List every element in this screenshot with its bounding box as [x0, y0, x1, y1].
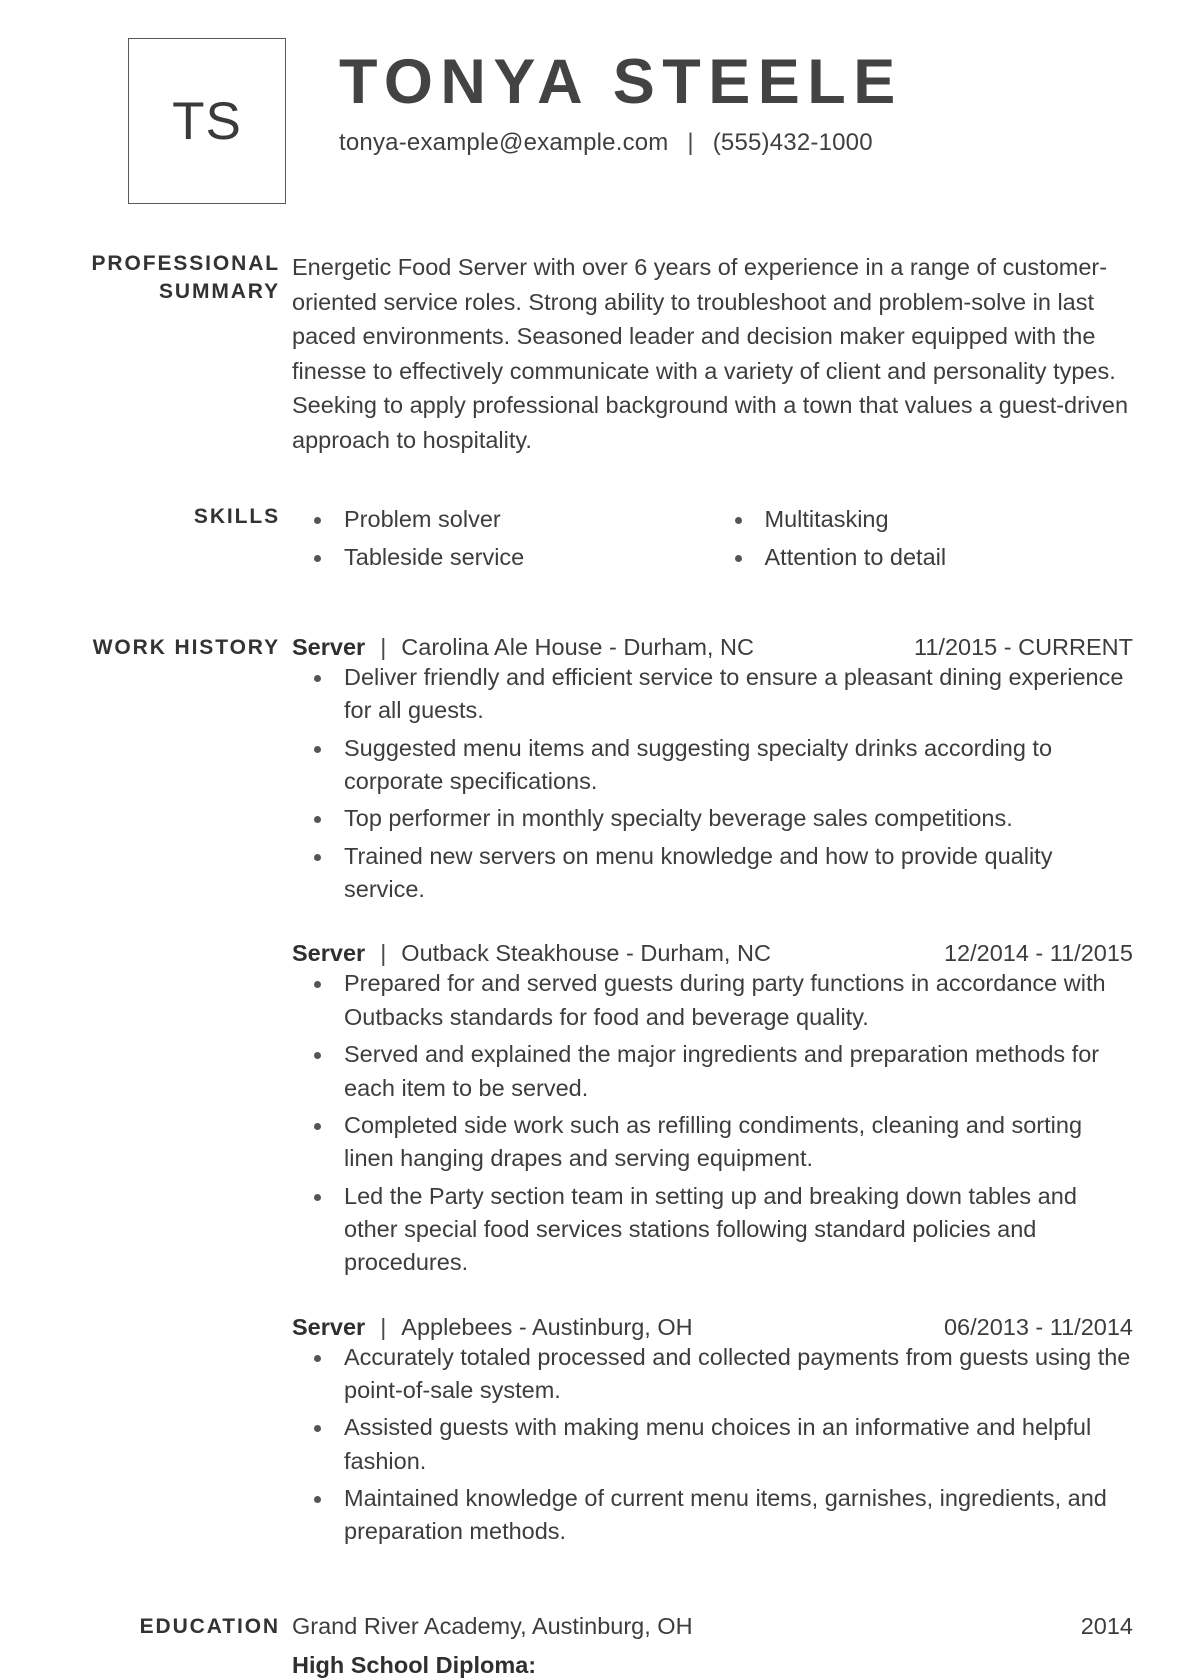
- skills-list-right: [713, 503, 1134, 574]
- skills-grid: [292, 503, 1133, 578]
- job-bullet-list: [292, 967, 1133, 1279]
- job-separator: |: [380, 1313, 387, 1340]
- education-row: [292, 1613, 1133, 1640]
- job-dates: 12/2014 - 11/2015: [943, 940, 1133, 967]
- contact-line: [339, 129, 903, 157]
- job-bullet-item: Top performer in monthly specialty beverage sales competitions.: [292, 802, 1133, 835]
- skills-column-right: [713, 503, 1134, 578]
- job-bullet-item: Maintained knowledge of current menu items, garnishes, ingredients, and preparation methods.: [292, 1482, 1133, 1549]
- work-entry-header: [292, 940, 1133, 967]
- job-dates: 11/2015 - CURRENT: [914, 633, 1133, 660]
- job-separator: |: [380, 940, 387, 967]
- section-label-skills: SKILLS: [193, 505, 280, 529]
- job-company-location: Carolina Ale House - Durham, NC: [401, 633, 754, 660]
- section-label-work-history: WORK HISTORY: [92, 635, 280, 659]
- skill-item: Attention to detail: [713, 541, 1134, 574]
- skills-list-left: [292, 503, 713, 574]
- skills-column-left: [292, 503, 713, 578]
- contact-phone[interactable]: (555)432-1000: [712, 129, 873, 157]
- resume-header: [0, 0, 1200, 204]
- section-skills: [0, 503, 1200, 578]
- job-bullet-item: Led the Party section team in setting up and breaking down tables and other special food services stations following standard policies and procedures.: [292, 1180, 1133, 1280]
- work-history-entry: [292, 1314, 1133, 1549]
- job-bullet-item: Trained new servers on menu knowledge and how to provide quality service.: [292, 840, 1133, 907]
- page-title: TONYA STEELE: [339, 47, 903, 117]
- monogram-box: [128, 38, 286, 204]
- section-label-summary: PROFESSIONAL SUMMARY: [91, 252, 280, 304]
- job-title: Server: [292, 940, 366, 967]
- work-entry-header: [292, 634, 1133, 661]
- section-body-skills: [292, 503, 1200, 578]
- education-year: 2014: [1080, 1612, 1133, 1639]
- work-history-entry: [292, 634, 1133, 907]
- section-body-work-history: [292, 634, 1200, 1553]
- job-bullet-item: Prepared for and served guests during party functions in accordance with Outbacks standards for food and beverage quality.: [292, 967, 1133, 1034]
- job-bullet-item: Completed side work such as refilling condiments, cleaning and sorting linen hanging drapes and serving equipment.: [292, 1109, 1133, 1176]
- contact-email[interactable]: tonya-example@example.com: [339, 129, 669, 157]
- section-work-history: [0, 634, 1200, 1553]
- work-history-entry: [292, 940, 1133, 1279]
- job-dates: 06/2013 - 11/2014: [943, 1313, 1133, 1340]
- job-title: Server: [292, 1313, 366, 1340]
- header-identity: [339, 38, 903, 157]
- job-company-location: Outback Steakhouse - Durham, NC: [401, 940, 771, 967]
- section-professional-summary: [0, 250, 1200, 457]
- skill-item: Multitasking: [713, 503, 1134, 536]
- contact-separator: |: [687, 129, 694, 157]
- skill-item: Tableside service: [292, 541, 713, 574]
- education-degree: High School Diploma:: [292, 1651, 537, 1678]
- education-school: Grand River Academy, Austinburg, OH: [292, 1612, 693, 1639]
- job-bullet-list: [292, 661, 1133, 907]
- section-body-summary: [292, 250, 1200, 457]
- section-label-education: EDUCATION: [139, 1614, 280, 1638]
- job-title: Server: [292, 633, 366, 660]
- work-entry-header: [292, 1314, 1133, 1341]
- job-company-location: Applebees - Austinburg, OH: [401, 1313, 693, 1340]
- job-bullet-list: [292, 1341, 1133, 1549]
- job-separator: |: [380, 633, 387, 660]
- job-bullet-item: Suggested menu items and suggesting specialty drinks according to corporate specifications.: [292, 732, 1133, 799]
- job-bullet-item: Deliver friendly and efficient service to ensure a pleasant dining experience for all guests.: [292, 661, 1133, 728]
- job-bullet-item: Accurately totaled processed and collected payments from guests using the point-of-sale system.: [292, 1341, 1133, 1408]
- job-bullet-item: Assisted guests with making menu choices in an informative and helpful fashion.: [292, 1411, 1133, 1478]
- section-body-education: [292, 1613, 1200, 1679]
- skill-item: Problem solver: [292, 503, 713, 536]
- summary-paragraph: Energetic Food Server with over 6 years of experience in a range of customer-oriented service roles. Strong ability to troubleshoot and problem-solve in last paced environments. Seasoned leader and decision maker equipped with the finesse to effectively communicate with a variety of client and personality types. Seeking to apply professional background with a town that values a guest-driven approach to hospitality.: [292, 254, 1129, 453]
- monogram-initials: TS: [172, 91, 242, 151]
- section-education: [0, 1613, 1200, 1679]
- job-bullet-item: Served and explained the major ingredients and preparation methods for each item to be served.: [292, 1038, 1133, 1105]
